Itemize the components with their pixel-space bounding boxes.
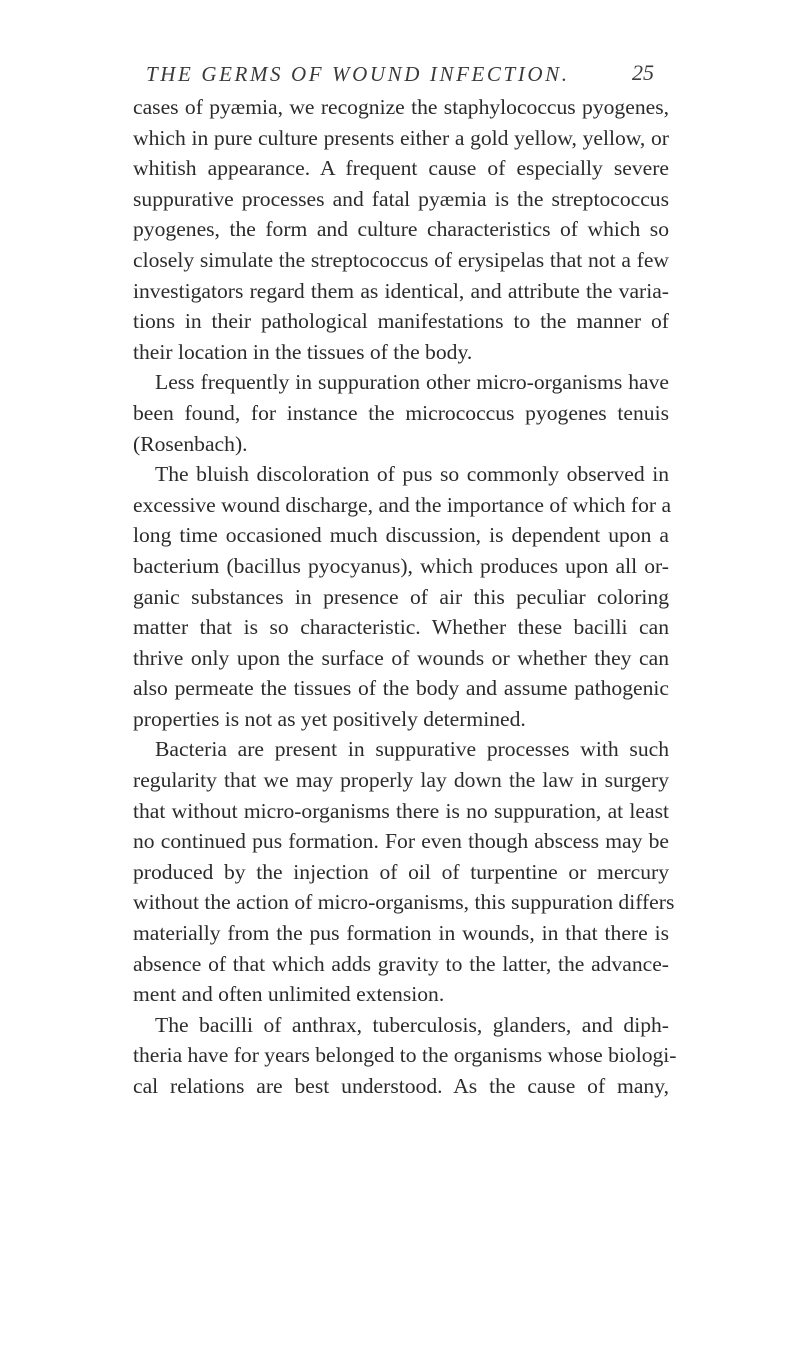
text-line: regularity that we may properly lay down the law in surgery	[133, 768, 669, 793]
text-line: (Rosenbach).	[133, 431, 248, 456]
text-line: whitish appearance. A frequent cause of especially severe	[133, 156, 669, 181]
text-line: Bacteria are present in suppurative processes with such	[155, 737, 669, 762]
text-line: investigators regard them as identical, and attribute the varia-	[133, 278, 669, 303]
text-line: Less frequently in suppuration other micro-organisms have	[155, 370, 669, 395]
text-line: their location in the tissues of the body.	[133, 339, 473, 364]
text-line: theria have for years belonged to the organisms whose biologi-	[133, 1043, 677, 1068]
text-line: been found, for instance the micrococcus pyogenes tenuis	[133, 400, 669, 425]
text-line: ment and often unlimited extension.	[133, 982, 445, 1007]
text-line: also permeate the tissues of the body and assume pathogenic	[133, 676, 669, 701]
text-line: produced by the injection of oil of turpentine or mercury	[133, 859, 669, 884]
text-line: no continued pus formation. For even though abscess may be	[133, 829, 669, 854]
text-line: absence of that which adds gravity to the latter, the advance-	[133, 951, 669, 976]
text-line: without the action of micro-organisms, this suppuration differs	[133, 890, 675, 915]
text-line: closely simulate the streptococcus of erysipelas that not a few	[133, 247, 669, 272]
text-line: properties is not as yet positively determined.	[133, 706, 526, 731]
text-line: The bacilli of anthrax, tuberculosis, glanders, and diph-	[155, 1012, 669, 1037]
text-line: suppurative processes and fatal pyæmia is the streptococcus	[133, 186, 669, 211]
text-line: pyogenes, the form and culture characteristics of which so	[133, 217, 669, 242]
page-number: 25	[632, 60, 654, 85]
text-line: thrive only upon the surface of wounds or whether they can	[133, 645, 669, 670]
text-line: that without micro-organisms there is no suppuration, at least	[133, 798, 669, 823]
text-line: matter that is so characteristic. Whether these bacilli can	[133, 615, 669, 640]
running-header: THE GERMS OF WOUND INFECTION.	[146, 62, 570, 86]
text-line: ganic substances in presence of air this peculiar coloring	[133, 584, 669, 609]
text-line: cases of pyæmia, we recognize the staphylococcus pyogenes,	[133, 95, 669, 119]
text-line: materially from the pus formation in wounds, in that there is	[133, 921, 669, 946]
text-line: cal relations are best understood. As the cause of many,	[133, 1074, 669, 1098]
text-line: excessive wound discharge, and the importance of which for a	[133, 492, 672, 517]
body-text	[133, 92, 677, 1102]
text-line: bacterium (bacillus pyocyanus), which produces upon all or-	[133, 553, 669, 578]
text-line: tions in their pathological manifestations to the manner of	[133, 309, 669, 334]
text-line: long time occasioned much discussion, is dependent upon a	[133, 523, 669, 548]
text-line: The bluish discoloration of pus so commonly observed in	[155, 462, 669, 487]
text-line: which in pure culture presents either a gold yellow, yellow, or	[133, 125, 669, 150]
